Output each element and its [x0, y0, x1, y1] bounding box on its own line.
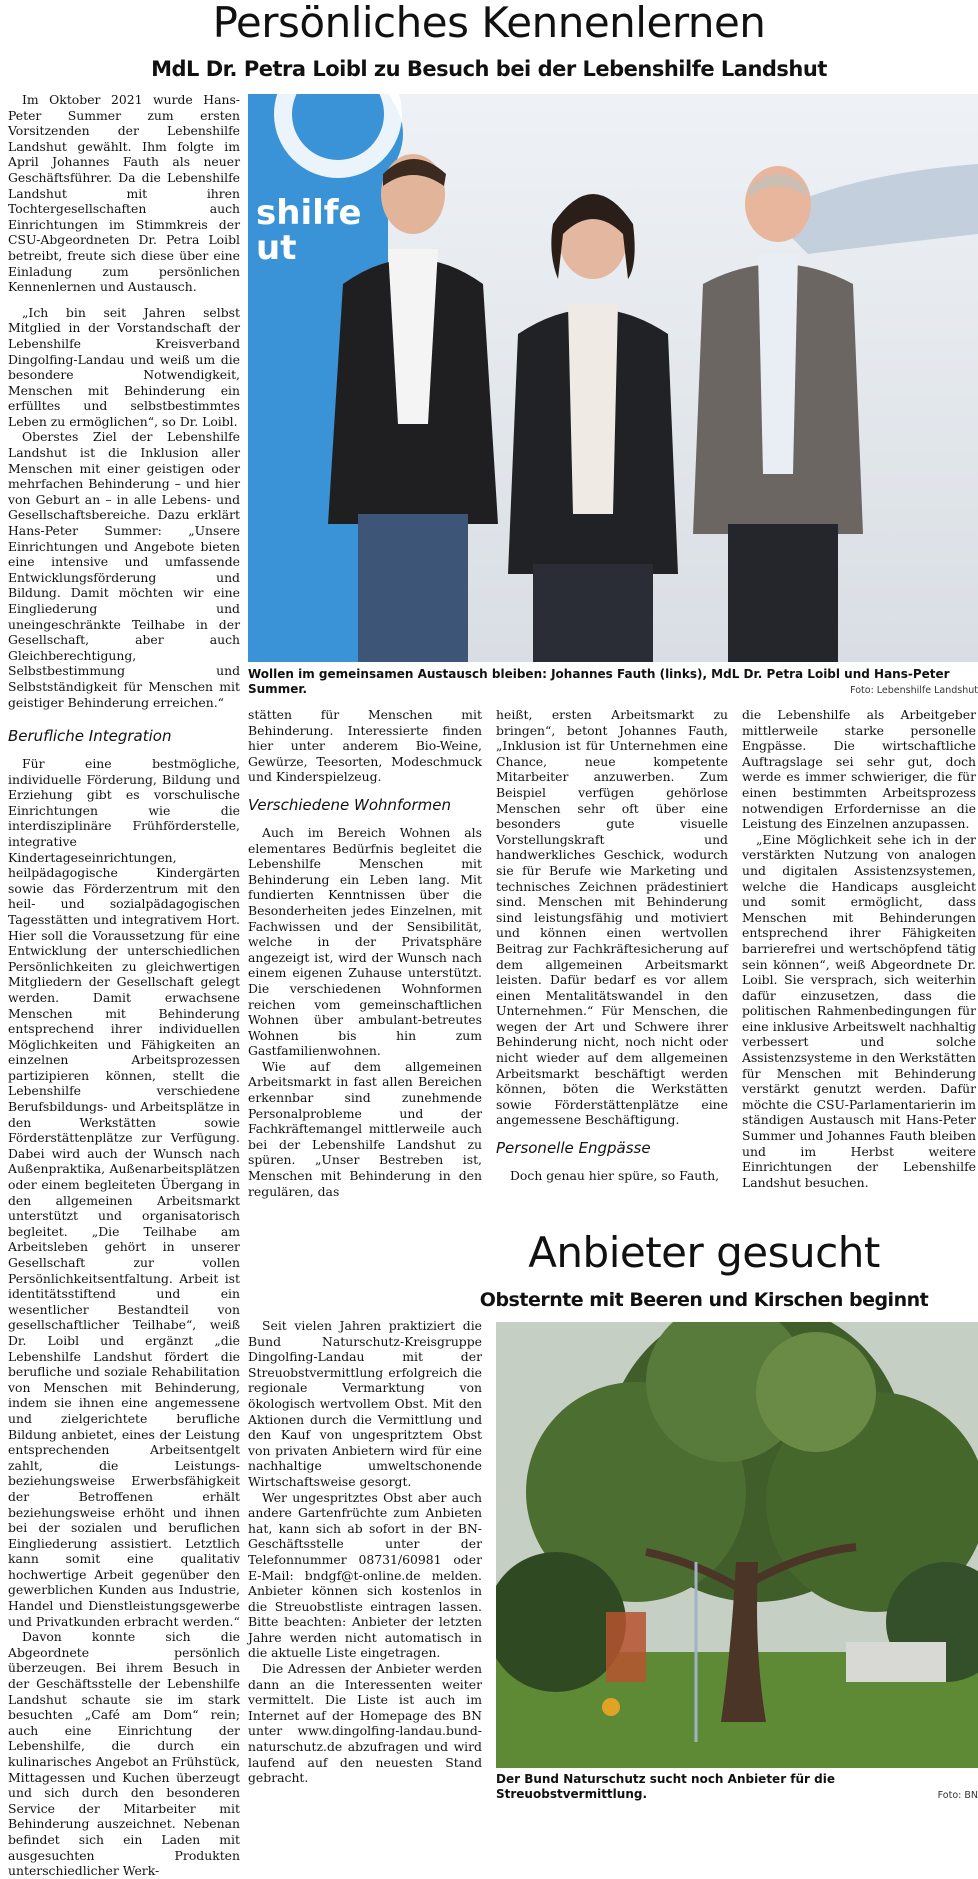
- paragraph: „Eine Möglichkeit sehe ich in der verstärkten Nutzung von analogen und digitalen Assistenzsystemen, welche die Handicaps ausgleicht und somit ermöglicht, dass Menschen mit Behinderungen entsprechend ihrer Fähigkeiten barrierefrei und wertschöpfend tätig sein können“, weiß Abgeordnete Dr. Loibl. Sie versprach, sich weiterhin dafür einzusetzen, dass die politischen Rahmenbedingungen für eine inklusive Arbeitswelt nachhaltig verbessert und solche Assistenzsysteme in den Werkstätten für Menschen mit Behinderung verstärkt genutzt werden. Dafür möchte die CSU-Parlamentarierin im ständigen Austausch mit Hans-Peter Summer und Johannes Fauth bleiben und im Herbst weitere Einrichtungen der Lebenshilfe Landshut besuchen.: [742, 831, 976, 1190]
- paragraph: stätten für Menschen mit Behinderung. Interessierte finden hier unter anderem Bio-Weine, Gewürze, Teesorten, Modeschmuck und Kinderspielzeug.: [248, 707, 482, 785]
- paragraph: Seit vielen Jahren praktiziert die Bund Naturschutz-Kreisgruppe Dingolfing-Landau mit der Streuobstvermittlung erfolgreich die regionale Vermarktung von ökologisch wertvollem Obst. Mit den Aktionen durch die Vermittlung und den Kauf von ungespritztem Obst von privaten Anbietern wird für eine nachhaltige umweltschonende Wirtschaftsweise gesorgt.: [248, 1318, 482, 1489]
- tree-photo-illustration: [496, 1322, 978, 1768]
- column-3: [496, 707, 728, 1184]
- paragraph: Oberstes Ziel der Lebenshilfe Landshut ist die Inklusion aller Menschen mit einer geistigen oder mehrfachen Behinderung – und hier von Geburt an – in alle Lebens- und Gesellschaftsbereiche. Dazu erklärt Hans-Peter Summer: „Unsere Einrichtungen und Angebote bieten eine intensive und umfassende Entwicklungsförderung und Bildung. Damit möchten wir eine Eingliederung und uneingeschränkte Teilhabe in der Gesellschaft, aber auch Gleichberechtigung, Selbstbestimmung und Selbstständigkeit für Menschen mit geistiger Behinderung erreichen.“: [8, 429, 240, 710]
- column-2: [248, 707, 482, 1199]
- photo-caption: Wollen im gemeinsamen Austausch bleiben: Johannes Fauth (links), MdL Dr. Petra Loibl und Hans-Peter Summer.: [248, 667, 950, 696]
- subheading: Berufliche Integration: [8, 727, 172, 745]
- paragraph: Für eine bestmögliche, individuelle Förderung, Bildung und Erziehung gibt es vorschulische Einrichtungen wie die interdisziplinäre Frühförderstelle, integrative Kindertageseinrichtungen, heilpädagogische Kindergärten sowie das Förderzentrum mit den heil- und sozialpädagogischen Tagesstätten und integrativem Hort. Hier soll die Voraussetzung für eine Entwicklung der unterschiedlichen Persönlichkeiten zu gleichwertigen Mitgliedern der Gesellschaft gelegt werden. Damit erwachsene Menschen mit Behinderung entsprechend ihrer individuellen Möglichkeiten und Fähigkeiten an einzelnen Arbeitsprozessen partizipieren können, stellt die Lebenshilfe verschiedene Berufsbildungs- und Arbeitsplätze in den Werkstätten sowie Förderstättenplätze zur Verfügung. Dabei wird auch der Wunsch nach Außenpraktika, Außenarbeitsplätzen oder einem begleiteten Übergang in den allgemeinen Arbeitsmarkt unterstützt und organisatorisch begleitet. „Die Teilhabe am Arbeitsleben gehört in unserer Gesellschaft zur vollen Persönlichkeitsentfaltung. Arbeit ist identitätsstiftend und ein wesentlicher Bestandteil von gesellschaftlicher Teilhabe“, weiß Dr. Loibl und ergänzt „die Lebenshilfe Landshut fördert die berufliche und soziale Rehabilitation von Menschen mit Behinderung, indem sie ihnen eine angemessene und zielgerichtete berufliche Bildung anbietet, eines der Leistung entsprechenden Arbeitsentgelt zahlt, die Leistungs- beziehungsweise Erwerbsfähigkeit der Betroffenen erhält beziehungsweise erhöht und ihnen bei der sozialen und beruflichen Eingliederung assistiert. Letztlich kann somit eine qualitativ hochwertige Arbeit gegenüber den gewerblichen Kunden aus Industrie, Handel und Dienstleistungsgewerbe und Privatkunden erbracht werden.“: [8, 756, 240, 1629]
- article2-title: Anbieter gesucht: [528, 1228, 880, 1277]
- paragraph: Wer ungespritztes Obst aber auch andere Gartenfrüchte zum Anbieten hat, kann sich ab sofort in der BN-Geschäftsstelle unter der Telefonnummer 08731/60981 oder E-Mail: bndgf@t-online.de melden. Anbieter können sich kostenlos in die Streuobstliste eintragen lassen. Bitte beachten: Anbieter der letzten Jahre werden nicht automatisch in die aktuelle Liste eingetragen.: [248, 1489, 482, 1661]
- paragraph: die Lebenshilfe als Arbeitgeber mittlerweile starke personelle Engpässe. Die wirtschaftliche Auftragslage sei sehr gut, doch werde es immer schwieriger, die für einen bestimmten Arbeitsprozess notwendigen Erfordernisse an die Leistung des Einzelnen anzupassen.: [742, 707, 976, 832]
- photo-credit: Foto: BN: [937, 1790, 978, 1801]
- column-4: [742, 707, 976, 1190]
- paragraph: Auch im Bereich Wohnen als elementares Bedürfnis begleitet die Lebenshilfe Menschen mit Behinderung ein Leben lang. Mit fundierten Kenntnissen über die Besonderheiten jedes Einzelnen, mit Fachwissen und der Sensibilität, welche in der Privatsphäre angezeigt ist, wird der Wunsch nach einem eigenen Zuhause unterstützt. Die verschiedenen Wohnformen reichen vom gemeinschaftlichen Wohnen über ambulant-betreutes Wohnen bis hin zum Gastfamilienwohnen.: [248, 824, 482, 1059]
- paragraph: Wie auf dem allgemeinen Arbeitsmarkt in fast allen Bereichen erkennbar sind zunehmende Personalprobleme und der Fachkräftemangel mittlerweile auch bei der Lebenshilfe Landshut zu spüren. „Unser Bestreben ist, Menschen mit Behinderung in den regulären, das: [248, 1058, 482, 1199]
- paragraph: Doch genau hier spüre, so Fauth,: [510, 1168, 720, 1184]
- intro-column: [8, 92, 240, 710]
- banner-text-2: ut: [256, 228, 297, 268]
- subheading: Verschiedene Wohnformen: [248, 795, 451, 814]
- article2-photo-tree: [496, 1322, 978, 1768]
- column-1: [8, 716, 240, 1879]
- people-photo-illustration: [248, 94, 978, 662]
- paragraph: Davon konnte sich die Abgeordnete persönlich überzeugen. Bei ihrem Besuch in der Geschäftsstelle der Lebenshilfe Landshut schaute sie im stark besuchten „Café am Dom“ rein; auch eine Einrichtung der Lebenshilfe, die durch ein kulinarisches Angebot an Frühstück, Mittagessen und Kuchen überzeugt und sich durch den besonderen Service der Mitarbeiter mit Behinderung auszeichnet. Nebenan befindet sich ein Laden mit ausgesuchten Produkten unterschiedlicher Werk-: [8, 1629, 240, 1879]
- photo-caption: Der Bund Naturschutz sucht noch Anbieter für die Streuobstvermittlung.: [496, 1772, 835, 1801]
- paragraph: „Ich bin seit Jahren selbst Mitglied in der Vorstandschaft der Lebenshilfe Kreisverband Dingolfing-Landau und weiß um die besondere Notwendigkeit, Menschen mit Behinderung ein erfülltes und selbstbestimmtes Leben zu ermöglichen“, so Dr. Loibl.: [8, 304, 240, 429]
- subheading: Personelle Engpässe: [496, 1139, 651, 1158]
- article2-subtitle: Obsternte mit Beeren und Kirschen beginnt: [479, 1289, 929, 1311]
- banner-text: shilfe: [256, 193, 362, 233]
- article-title: Persönliches Kennenlernen: [212, 0, 766, 47]
- article2-column: [248, 1318, 482, 1786]
- photo-credit: Foto: Lebenshilfe Landshut: [850, 685, 978, 696]
- article-photo-people: [248, 94, 978, 662]
- paragraph: Die Adressen der Anbieter werden dann an die Interessenten weiter vermittelt. Die Liste ist auch im Internet auf der Homepage des BN unter www.dingolfing-landau.bund-naturschutz.de abzufragen und wird laufend auf den neuesten Stand gebracht.: [248, 1661, 482, 1786]
- paragraph: heißt, ersten Arbeitsmarkt zu bringen“, betont Johannes Fauth, „Inklusion ist für Unternehmen eine Chance, neue kompetente Mitarbeiter anzuwerben. Zum Beispiel verfügen gehörlose Menschen sehr oft über eine besonders gute visuelle Vorstellungskraft und handwerkliches Geschick, wodurch sie für Berufe wie Marketing und technisches Zeichnen prädestiniert sind. Menschen mit Behinderung sind leistungsfähig und motiviert und können einen wertvollen Beitrag zur Fachkräftesicherung auf dem allgemeinen Arbeitsmarkt leisten. Dafür bedarf es vor allem einen Mentalitätswandel in den Unternehmen.“ Für Menschen, die wegen der Art und Schwere ihrer Behinderung nicht, noch nicht oder nicht wieder auf dem allgemeinen Arbeitsmarkt beschäftigt werden können, böten die Werkstätten sowie Förderstättenplätze eine angemessene Beschäftigung.: [496, 707, 728, 1128]
- paragraph: Im Oktober 2021 wurde Hans-Peter Summer zum ersten Vorsitzenden der Lebenshilfe Landshut gewählt. Ihm folgte im April Johannes Fauth als neuer Geschäftsführer. Da die Lebenshilfe Landshut mit ihren Tochtergesellschaften auch Einrichtungen im Stimmkreis der CSU-Abgeordneten Dr. Petra Loibl betreibt, freute sich diese über eine Einladung zum persönlichen Kennenlernen und Austausch.: [8, 92, 240, 295]
- article-subtitle: MdL Dr. Petra Loibl zu Besuch bei der Lebenshilfe Landshut: [151, 57, 827, 81]
